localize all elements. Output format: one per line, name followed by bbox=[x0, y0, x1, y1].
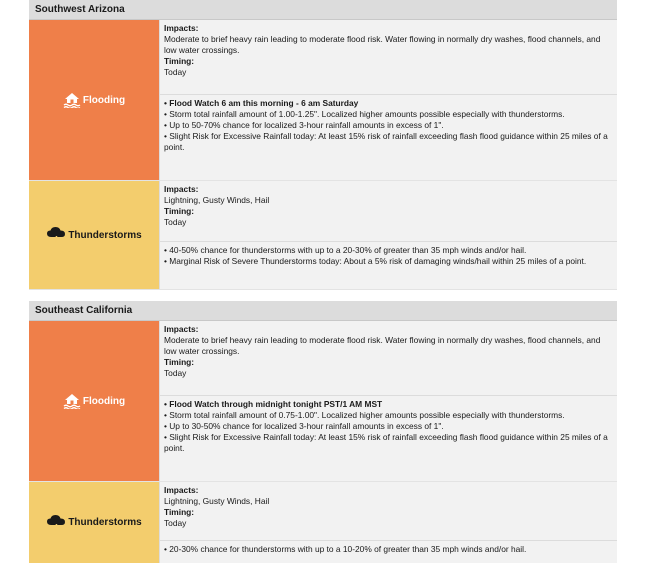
hazard-name: Thunderstorms bbox=[68, 517, 142, 528]
timing-heading: Timing: bbox=[164, 55, 195, 66]
hazard-name: Flooding bbox=[82, 94, 126, 106]
timing-heading: Timing: bbox=[164, 356, 195, 367]
hazard-label-thunderstorms bbox=[29, 482, 159, 563]
impacts-heading: Impacts: bbox=[164, 184, 199, 194]
hazard-name: Flooding bbox=[82, 395, 126, 407]
forecast-bullet: • Up to 30-50% chance for localized 3-hour rainfall amounts in excess of 1". bbox=[164, 420, 444, 431]
region-southeast-california bbox=[29, 301, 617, 563]
forecast-cell bbox=[159, 241, 617, 289]
house-flood-icon bbox=[63, 92, 81, 108]
hazard-label-flooding bbox=[29, 20, 159, 180]
house-flood-icon bbox=[63, 393, 81, 409]
watch-headline: • Flood Watch through midnight tonight PST/1 AM MST bbox=[164, 399, 383, 409]
forecast-bullet: • Slight Risk for Excessive Rainfall today: At least 15% risk of rainfall exceeding flash flood guidance within 25 miles of a point. bbox=[164, 130, 608, 152]
forecast-bullet: • 20-30% chance for thunderstorms with up to a 10-20% of greater than 35 mph winds and/or hail. bbox=[164, 544, 527, 554]
hazard-row-flooding bbox=[29, 321, 617, 482]
impacts-heading: Impacts: bbox=[164, 324, 199, 334]
region-title: Southeast California bbox=[29, 301, 617, 321]
timing-text: Today bbox=[164, 367, 187, 378]
timing-text: Today bbox=[164, 216, 187, 227]
forecast-cell bbox=[159, 395, 617, 481]
hazard-row-flooding bbox=[29, 20, 617, 181]
impacts-text: Moderate to brief heavy rain leading to moderate flood risk. Water flowing in normally dry washes, flood channels, and low water crossings. bbox=[164, 33, 601, 55]
timing-heading: Timing: bbox=[164, 506, 195, 517]
impacts-cell bbox=[159, 181, 617, 241]
forecast-bullet: • Up to 50-70% chance for localized 3-hour rainfall amounts in excess of 1". bbox=[164, 119, 444, 130]
forecast-cell bbox=[159, 540, 617, 563]
impacts-cell bbox=[159, 20, 617, 94]
impacts-text: Lightning, Gusty Winds, Hail bbox=[164, 194, 270, 205]
impacts-cell bbox=[159, 321, 617, 395]
forecast-bullet: • Storm total rainfall amount of 1.00-1.25". Localized higher amounts possible especially with thunderstorms. bbox=[164, 108, 565, 119]
thunderstorm-icon bbox=[46, 514, 66, 532]
forecast-bullet: • 40-50% chance for thunderstorms with up to a 20-30% of greater than 35 mph winds and/or hail. bbox=[164, 245, 527, 255]
region-title: Southwest Arizona bbox=[29, 0, 617, 20]
hazard-details bbox=[159, 181, 617, 289]
impacts-cell bbox=[159, 482, 617, 540]
forecast-bullet: • Slight Risk for Excessive Rainfall today: At least 15% risk of rainfall exceeding flash flood guidance within 25 miles of a point. bbox=[164, 431, 608, 453]
hazard-row-thunderstorms bbox=[29, 482, 617, 563]
hazard-row-thunderstorms bbox=[29, 181, 617, 290]
hazard-details bbox=[159, 20, 617, 180]
hazard-details bbox=[159, 482, 617, 563]
region-southwest-arizona bbox=[29, 0, 617, 290]
hazard-details bbox=[159, 321, 617, 481]
timing-text: Today bbox=[164, 517, 187, 528]
impacts-heading: Impacts: bbox=[164, 23, 199, 33]
impacts-text: Moderate to brief heavy rain leading to moderate flood risk. Water flowing in normally dry washes, flood channels, and low water crossings. bbox=[164, 334, 601, 356]
thunderstorm-icon bbox=[46, 226, 66, 244]
timing-heading: Timing: bbox=[164, 205, 195, 216]
impacts-text: Lightning, Gusty Winds, Hail bbox=[164, 495, 270, 506]
forecast-bullet: • Marginal Risk of Severe Thunderstorms today: About a 5% risk of damaging winds/hail within 25 miles of a point. bbox=[164, 255, 587, 266]
hazard-label-thunderstorms bbox=[29, 181, 159, 289]
impacts-heading: Impacts: bbox=[164, 485, 199, 495]
hazard-name: Thunderstorms bbox=[68, 229, 142, 241]
timing-text: Today bbox=[164, 66, 187, 77]
forecast-bullet: • Storm total rainfall amount of 0.75-1.00". Localized higher amounts possible especially with thunderstorms. bbox=[164, 409, 565, 420]
forecast-cell bbox=[159, 94, 617, 180]
hazard-label-flooding bbox=[29, 321, 159, 481]
watch-headline: • Flood Watch 6 am this morning - 6 am Saturday bbox=[164, 98, 359, 108]
